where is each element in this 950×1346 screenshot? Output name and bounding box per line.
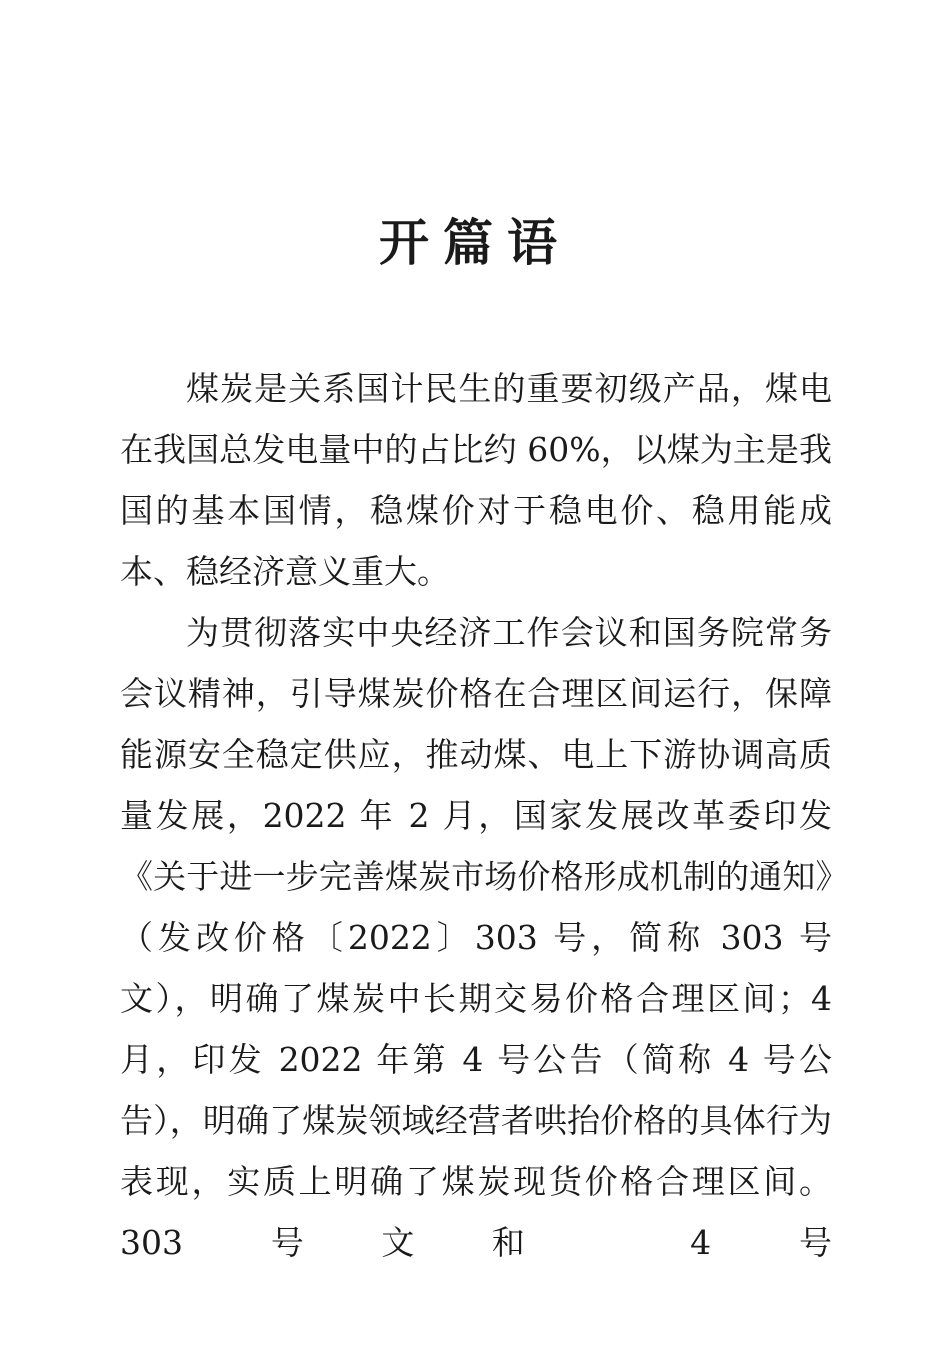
paragraph-1: 煤炭是关系国计民生的重要初级产品，煤电在我国总发电量中的占比约 60%，以煤为主是我国的基本国情，稳煤价对于稳电价、稳用能成本、稳经济意义重大。 bbox=[120, 369, 832, 591]
body-text bbox=[120, 358, 832, 1273]
paragraph-2: 为贯彻落实中央经济工作会议和国务院常务会议精神，引导煤炭价格在合理区间运行，保障能源安全稳定供应，推动煤、电上下游协调高质量发展，2022 年 2 月，国家发展改革委印发《关于进一步完善煤炭市场价格形成机制的通知》（发改价格〔2022〕303 号，简称 303 号文），明确了煤炭中长期交易价格合理区间；4 月，印发 2022 年第 4 号公告（简称 4 号公告），明确了煤炭领域经营者哄抬价格的具体行为表现，实质上明确了煤炭现货价格合理区间。303 号文和 4 号 bbox=[120, 613, 832, 1262]
page-title: 开篇语 bbox=[379, 214, 571, 272]
